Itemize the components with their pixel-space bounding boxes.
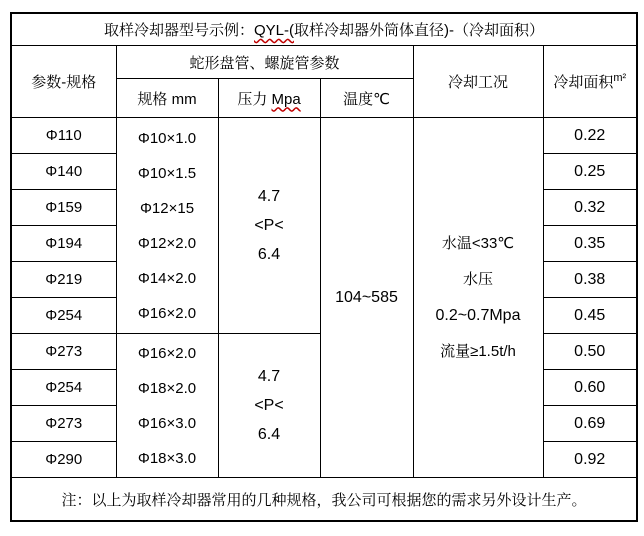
footer-note: 注：以上为取样冷却器常用的几种规格，我公司可根据您的需求另外设计生产。 [11, 478, 637, 522]
tube-specs-group-2 [116, 334, 218, 478]
model-cell: Φ273 [11, 334, 116, 370]
cooling-area-label: 冷却面积 [553, 74, 614, 91]
title-prefix: 取样冷却器型号示例： [103, 22, 254, 39]
note-row [11, 478, 637, 522]
pressure-line: 4.7 [257, 188, 281, 205]
header-cooling-condition: 冷却工况 [413, 46, 543, 118]
tube-spec-line: Φ18×3.0 [137, 449, 197, 467]
tube-spec-line: Φ12×2.0 [137, 234, 197, 252]
header-spec-mm: 规格 mm [116, 79, 218, 118]
condition-line: 水压 [462, 270, 493, 288]
condition-line: 流量≥1.5t/h [440, 342, 516, 360]
header-cooling-area [543, 46, 637, 118]
model-cell: Φ110 [11, 118, 116, 154]
header-pressure [218, 79, 320, 118]
model-cell: Φ273 [11, 406, 116, 442]
pressure-group-2 [218, 334, 320, 478]
cooling-area-unit: m² [613, 72, 627, 84]
tube-spec-line: Φ18×2.0 [137, 379, 197, 397]
tube-spec-line: Φ12×15 [139, 199, 195, 217]
tube-spec-line: Φ10×1.5 [137, 164, 197, 182]
cooling-condition-cell [413, 118, 543, 478]
pressure-line: <P< [254, 397, 284, 414]
tube-spec-line: Φ16×2.0 [137, 344, 197, 362]
tube-specs-group-1 [116, 118, 218, 334]
pressure-label: 压力 [237, 90, 272, 108]
area-cell: 0.50 [543, 334, 637, 370]
title-suffix: 取样冷却器外筒体直径)-（冷却面积） [294, 22, 545, 39]
model-cell: Φ140 [11, 154, 116, 190]
model-cell: Φ254 [11, 370, 116, 406]
area-cell: 0.32 [543, 190, 637, 226]
tube-spec-line: Φ14×2.0 [137, 269, 197, 287]
header-coil-group: 蛇形盘管、螺旋管参数 [116, 46, 413, 79]
area-cell: 0.25 [543, 154, 637, 190]
pressure-group-1 [218, 118, 320, 334]
pressure-line: 6.4 [257, 246, 281, 263]
area-cell: 0.69 [543, 406, 637, 442]
area-cell: 0.35 [543, 226, 637, 262]
area-cell: 0.45 [543, 298, 637, 334]
pressure-line: 4.7 [257, 368, 281, 385]
model-cell: Φ219 [11, 262, 116, 298]
model-cell: Φ159 [11, 190, 116, 226]
condition-line: 水温<33℃ [441, 234, 515, 252]
condition-line: 0.2~0.7Mpa [435, 306, 521, 324]
tube-spec-line: Φ16×2.0 [137, 304, 197, 322]
pressure-unit: Mpa [271, 90, 301, 108]
header-row-1 [11, 46, 637, 79]
header-param-spec: 参数-规格 [11, 46, 116, 118]
table-row [11, 118, 637, 154]
area-cell: 0.22 [543, 118, 637, 154]
sampler-cooler-spec-table [10, 12, 638, 522]
area-cell: 0.60 [543, 370, 637, 406]
tube-spec-line: Φ16×3.0 [137, 414, 197, 432]
model-cell: Φ254 [11, 298, 116, 334]
title-row [11, 13, 637, 46]
model-cell: Φ290 [11, 442, 116, 478]
table-title [11, 13, 637, 46]
area-cell: 0.92 [543, 442, 637, 478]
temperature-range-cell: 104~585 [320, 118, 413, 478]
title-model-code: QYL-( [254, 22, 295, 39]
area-cell: 0.38 [543, 262, 637, 298]
header-temperature: 温度℃ [320, 79, 413, 118]
pressure-line: <P< [254, 217, 284, 234]
model-cell: Φ194 [11, 226, 116, 262]
pressure-line: 6.4 [257, 426, 281, 443]
tube-spec-line: Φ10×1.0 [137, 129, 197, 147]
